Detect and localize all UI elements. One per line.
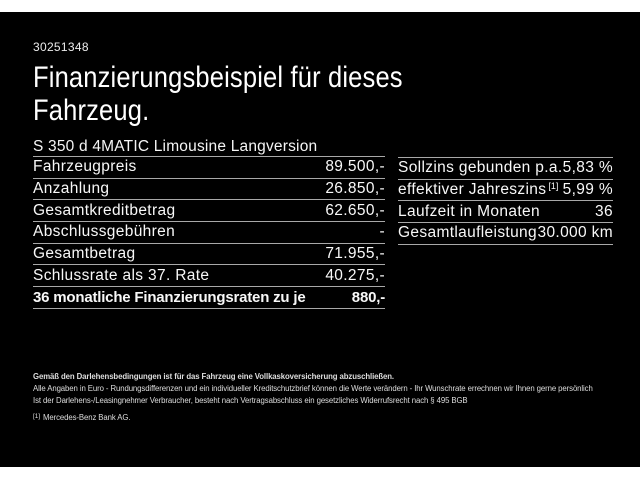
table-row-abschlussgebuehren	[33, 222, 385, 244]
row-value: 26.850,-	[325, 180, 385, 198]
row-label: Gesamtbetrag	[33, 245, 136, 263]
table-row-fahrzeugpreis	[33, 157, 385, 179]
financing-table	[33, 138, 385, 309]
vehicle-model: S 350 d 4MATIC Limousine Langversion	[33, 138, 385, 157]
footnote-text: Mercedes-Benz Bank AG.	[42, 412, 131, 422]
row-value: 30.000 km	[537, 224, 613, 242]
fine-print-line2: Alle Angaben in Euro - Rundungsdifferenzen und ein individueller Kreditschutzbrief können die Werte verändern - Ihr Wunschrate errechnen wir Ihnen gerne persönlich	[33, 384, 593, 394]
footnote-marker: [1]	[33, 413, 40, 421]
row-value: 71.955,-	[325, 245, 385, 263]
row-value: -	[379, 223, 385, 241]
table-row-laufzeit	[398, 201, 613, 223]
table-row-gesamtbetrag	[33, 244, 385, 266]
row-value: 89.500,-	[325, 158, 385, 176]
row-label: Gesamtlaufleistung	[398, 224, 537, 242]
row-value: 40.275,-	[325, 266, 385, 284]
row-label: Sollzins gebunden p.a.	[398, 159, 563, 177]
row-label: Schlussrate als 37. Rate	[33, 266, 210, 284]
row-value: 62.650,-	[325, 201, 385, 219]
fine-print	[33, 371, 618, 425]
row-label: Abschlussgebühren	[33, 223, 176, 241]
row-value: 5,83 %	[562, 159, 613, 177]
footnote-reference: [1]	[548, 181, 559, 192]
page-title-line2: Fahrzeug.	[33, 94, 150, 127]
row-value: 880,-	[351, 288, 385, 306]
row-label: Anzahlung	[33, 180, 110, 198]
table-row-effektiver-jahreszins	[398, 180, 613, 202]
vehicle-id: 30251348	[33, 40, 89, 54]
page-title	[33, 61, 475, 127]
table-row-gesamtlaufleistung	[398, 223, 613, 245]
row-value: 36	[595, 202, 613, 220]
fine-print-line1: Gemäß den Darlehensbedingungen ist für das Fahrzeug eine Vollkaskoversicherung abzuschließen.	[33, 372, 394, 381]
footnote	[33, 412, 618, 425]
row-label	[398, 181, 558, 199]
table-row-anzahlung	[33, 179, 385, 201]
row-label: Fahrzeugpreis	[33, 158, 137, 176]
row-label: 36 monatliche Finanzierungsraten zu je	[33, 288, 306, 306]
table-row-gesamtkreditbetrag	[33, 200, 385, 222]
table-row-schlussrate	[33, 265, 385, 287]
conditions-table	[398, 157, 613, 245]
fine-print-line3: Ist der Darlehens-/Leasingnehmer Verbraucher, besteht nach Vertragsabschluss ein gesetzliches Widerrufsrecht nach § 495 BGB	[33, 396, 468, 406]
page-title-line1: Finanzierungsbeispiel für dieses	[33, 61, 403, 94]
row-value: 5,99 %	[562, 181, 613, 199]
row-label: Laufzeit in Monaten	[398, 202, 540, 220]
row-label-text: effektiver Jahreszins	[398, 181, 547, 199]
row-label: Gesamtkreditbetrag	[33, 201, 176, 219]
letterbox-top	[0, 0, 640, 12]
content-area	[0, 12, 640, 467]
table-row-monatsrate	[33, 287, 385, 309]
table-row-sollzins	[398, 158, 613, 180]
letterbox-bottom	[0, 467, 640, 480]
